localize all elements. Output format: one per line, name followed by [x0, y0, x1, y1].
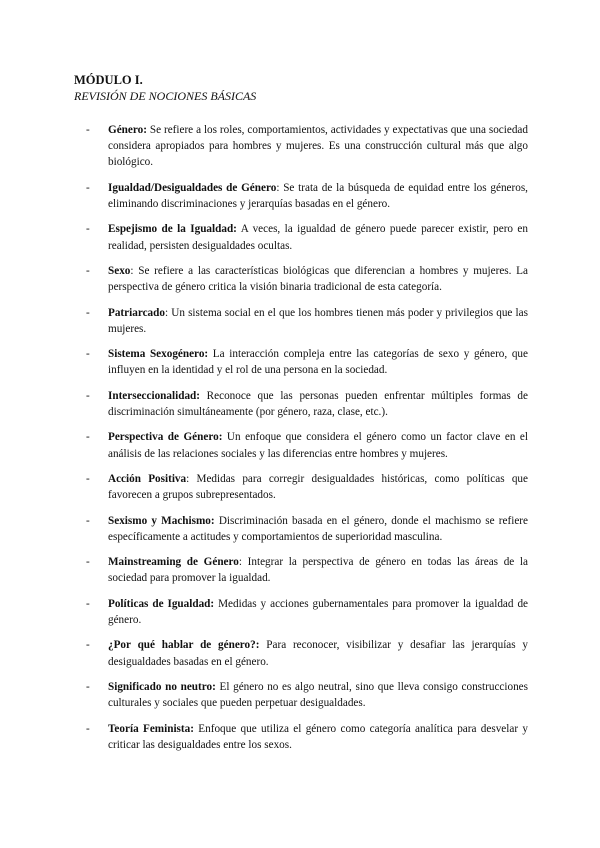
definition-term: Patriarcado — [108, 306, 165, 319]
definition-term: Políticas de Igualdad: — [108, 597, 215, 610]
definition-term: Igualdad/Desigualdades de Género — [108, 181, 277, 194]
definition-text: Medidas y acciones gubernamentales para promover la igualdad de género. — [108, 597, 529, 626]
bullet-dash: - — [86, 181, 90, 194]
definition-teoria-feminista — [86, 721, 528, 753]
definition-text: A veces, la igualdad de género puede parecer existir, pero en realidad, persisten desigualdades ocultas. — [108, 223, 528, 252]
definition-patriarcado — [86, 305, 528, 337]
definition-term: Mainstreaming de Género — [108, 556, 239, 569]
definition-term: Significado no neutro: — [108, 680, 216, 693]
definition-espejismo — [86, 221, 528, 253]
definition-term: Sistema Sexogénero: — [108, 348, 209, 361]
definition-interseccionalidad — [86, 388, 528, 420]
definition-text: Se refiere a los roles, comportamientos, actividades y expectativas que una sociedad considera apropiados para hombres y mujeres. Es una construcción cultural más que algo biológico. — [108, 124, 528, 169]
definition-sexo — [86, 263, 528, 295]
definition-mainstreaming — [86, 554, 528, 586]
definition-text: : Se trata de la búsqueda de equidad entre los géneros, eliminando discriminaciones y jerarquías basadas en el género. — [108, 181, 528, 210]
definition-term: Espejismo de la Igualdad: — [108, 223, 237, 236]
definition-text: Enfoque que utiliza el género como categoría analítica para desvelar y criticar las desigualdades entre los sexos. — [108, 722, 528, 751]
definition-text: Reconoce que las personas pueden enfrentar múltiples formas de discriminación simultáneamente (por género, raza, clase, etc.). — [108, 389, 528, 418]
definition-sexismo — [86, 513, 528, 545]
definition-term: ¿Por qué hablar de género?: — [108, 639, 260, 652]
definition-text: El género no es algo neutral, sino que lleva consigo construcciones culturales y sociales que pueden perpetuar desigualdades. — [108, 680, 528, 710]
module-header — [74, 72, 534, 104]
definition-genero — [86, 122, 528, 171]
definition-term: Sexismo y Machismo: — [108, 514, 215, 527]
definition-perspectiva — [86, 429, 528, 461]
bullet-dash: - — [86, 556, 90, 569]
definition-accion-positiva — [86, 471, 528, 503]
definition-term: Interseccionalidad: — [108, 389, 200, 402]
definition-por-que — [86, 637, 528, 669]
definition-text: La interacción compleja entre las categorías de sexo y género, que influyen en la identidad y el rol de una persona en la sociedad. — [108, 348, 528, 377]
bullet-dash: - — [86, 514, 90, 527]
definition-igualdad — [86, 180, 528, 212]
definition-term: Sexo — [108, 264, 131, 277]
bullet-dash: - — [86, 389, 90, 402]
bullet-dash: - — [86, 124, 90, 136]
definition-term: Acción Positiva — [108, 472, 187, 485]
definition-significado — [86, 679, 528, 711]
bullet-dash: - — [86, 223, 90, 236]
definition-text: : Un sistema social en el que los hombres tienen más poder y privilegios que las mujeres. — [108, 306, 528, 335]
definition-text: Un enfoque que considera el género como un factor clave en el análisis de las relaciones sociales y las diferencias entre hombres y mujeres. — [108, 431, 529, 460]
definition-text: Discriminación basada en el género, donde el machismo se refiere específicamente a actitudes y comportamientos de superioridad masculina. — [108, 514, 528, 543]
bullet-dash: - — [86, 472, 90, 485]
definition-politicas — [86, 596, 528, 628]
definition-text: Para reconocer, visibilizar y desafiar las jerarquías y desigualdades basadas en el género. — [108, 639, 529, 668]
bullet-dash: - — [86, 306, 90, 319]
bullet-dash: - — [86, 264, 90, 277]
module-title: MÓDULO I. — [74, 73, 143, 87]
definition-text: : Medidas para corregir desigualdades históricas, como políticas que favorecen a grupos subrepresentados. — [108, 472, 528, 502]
bullet-dash: - — [86, 597, 90, 610]
module-subtitle: REVISIÓN DE NOCIONES BÁSICAS — [74, 89, 257, 103]
definition-text: : Se refiere a las características biológicas que diferencian a hombres y mujeres. La perspectiva de género critica la visión binaria tradicional de esta categoría. — [108, 264, 528, 294]
definition-term: Teoría Feminista: — [108, 722, 194, 735]
definition-text: : Integrar la perspectiva de género en todas las áreas de la sociedad para promover la igualdad. — [108, 556, 528, 585]
bullet-dash: - — [86, 431, 90, 444]
definition-term: Perspectiva de Género: — [108, 431, 223, 444]
definition-term: Género: — [108, 124, 147, 136]
definition-sistema-sexogenero — [86, 346, 528, 378]
definition-list — [86, 122, 528, 762]
bullet-dash: - — [86, 639, 90, 652]
bullet-dash: - — [86, 348, 90, 361]
bullet-dash: - — [86, 680, 90, 693]
bullet-dash: - — [86, 722, 90, 735]
